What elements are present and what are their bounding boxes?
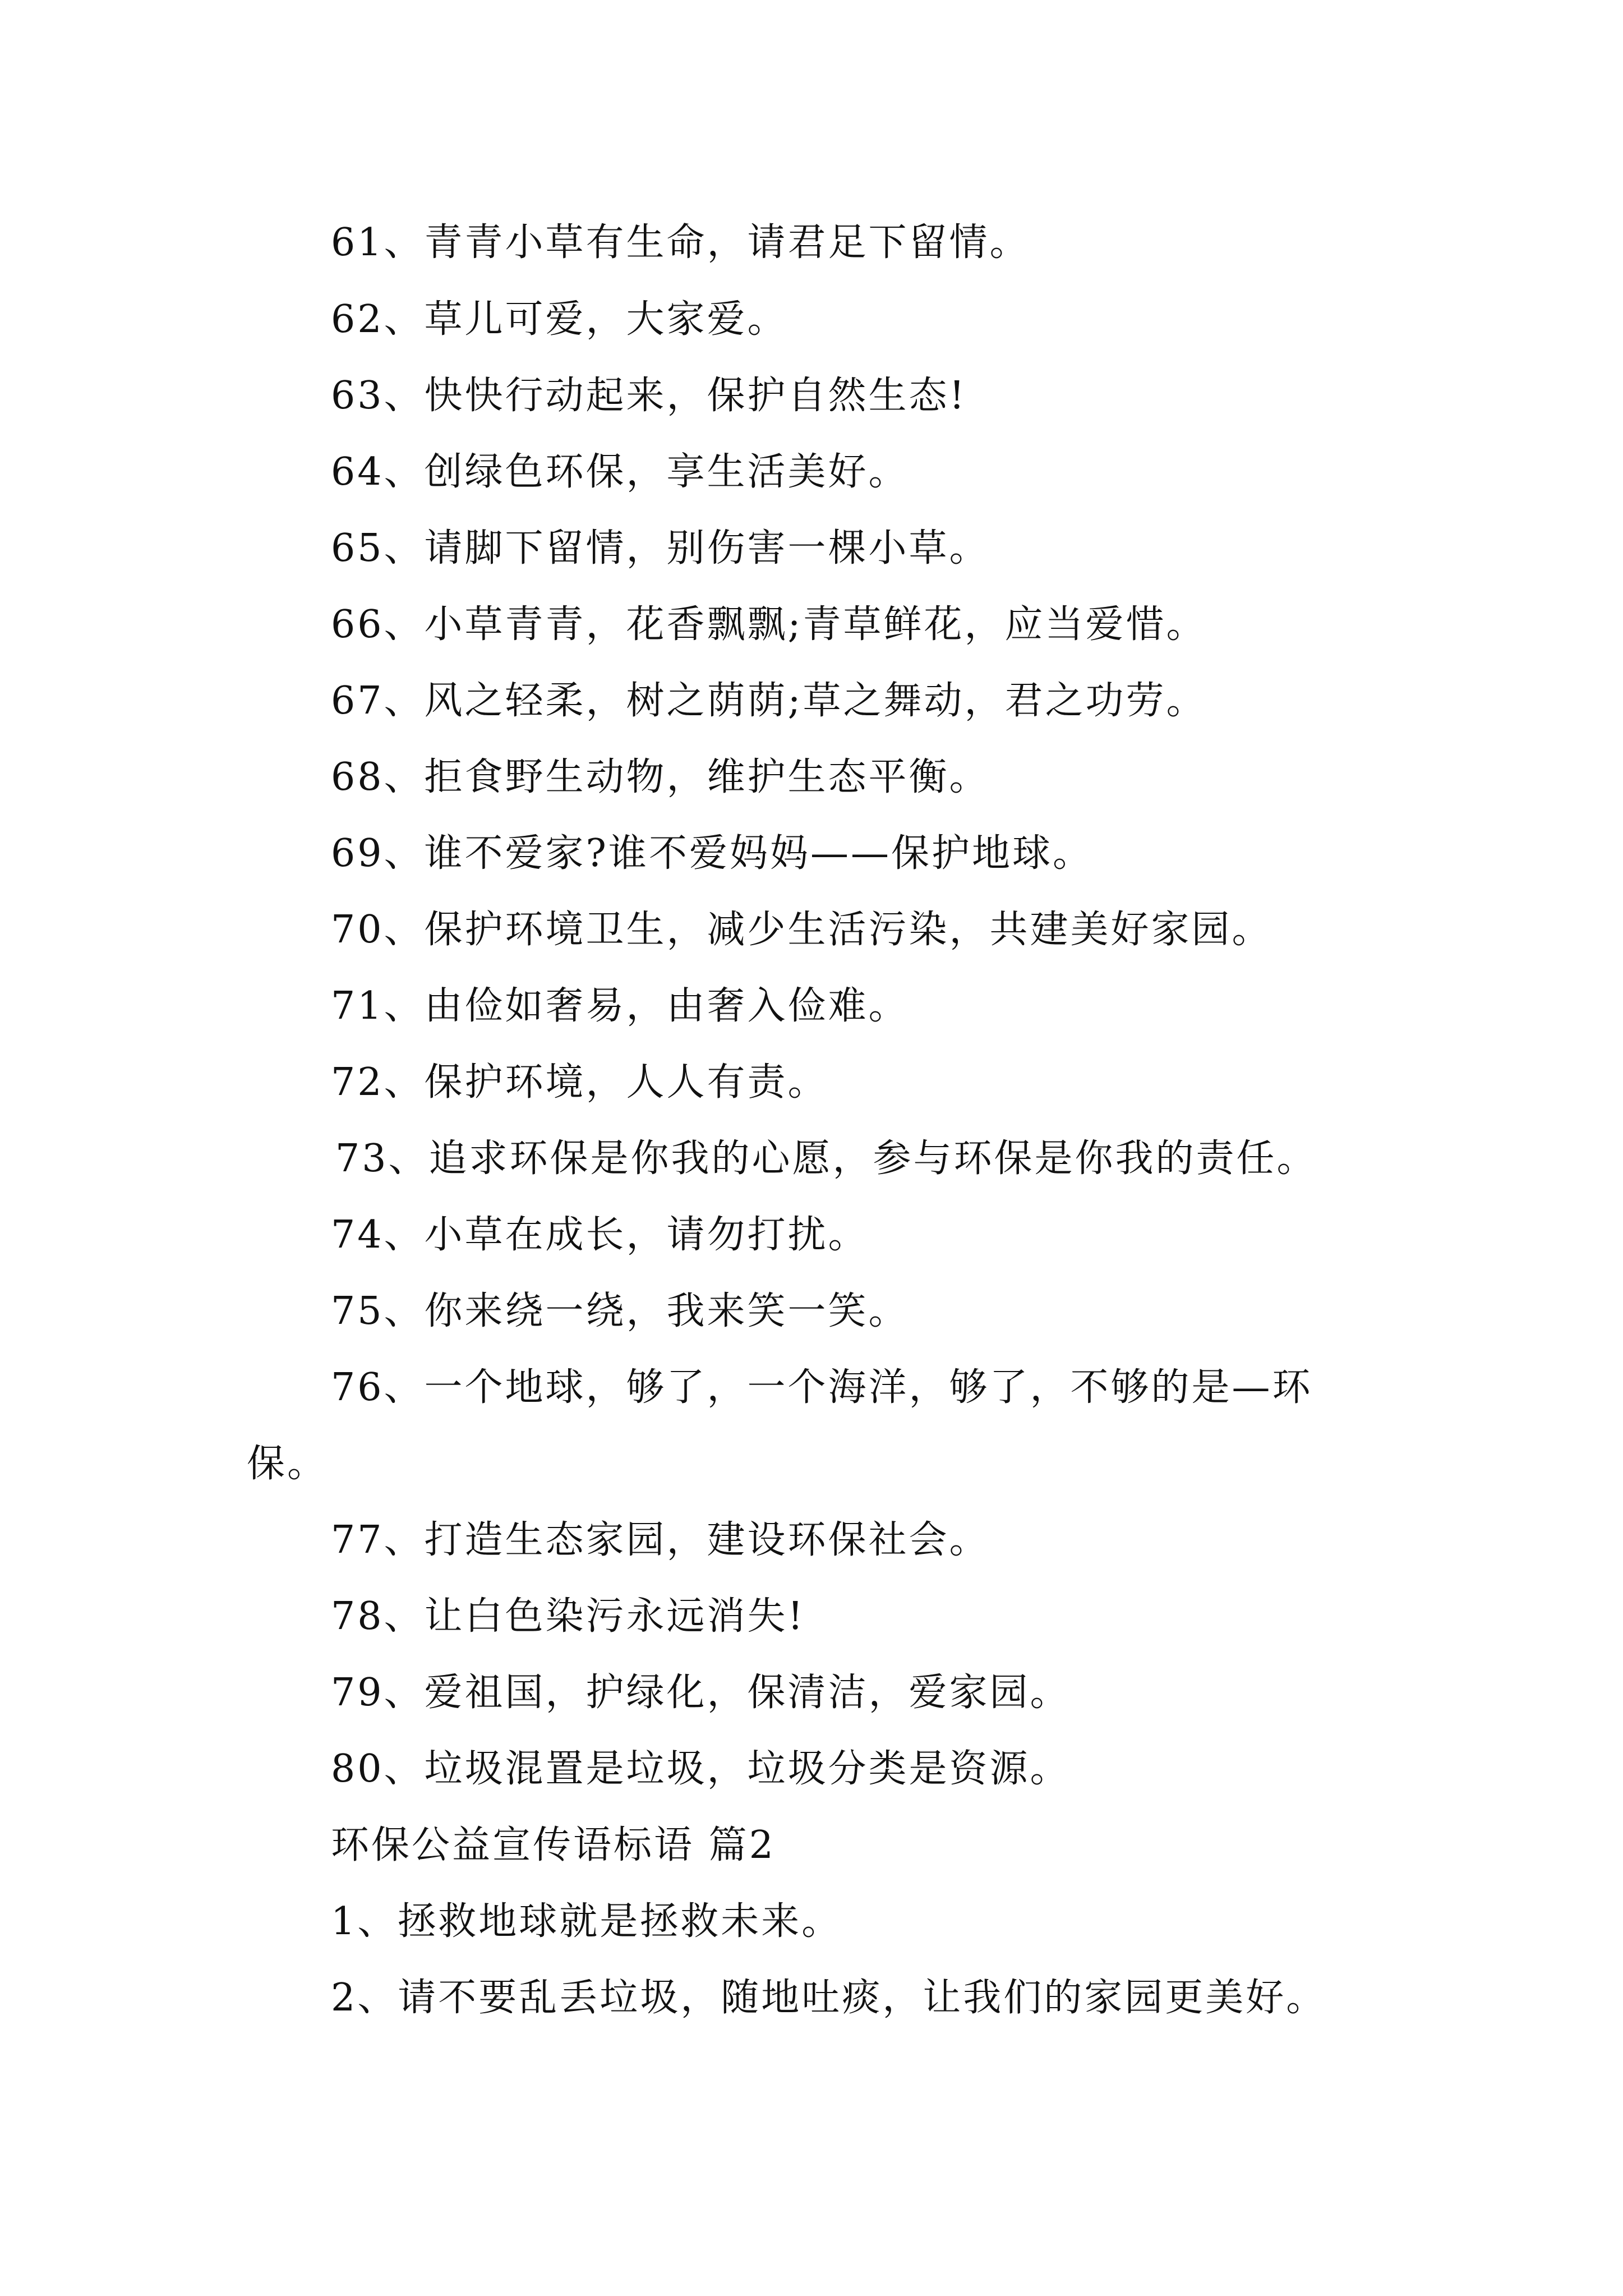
text-line-73: 73、追求环保是你我的心愿，参与环保是你我的责任。 bbox=[335, 1137, 1317, 1181]
text-line-75: 75、你来绕一绕，我来笑一笑。 bbox=[331, 1289, 909, 1333]
text-line-74: 74、小草在成长，请勿打扰。 bbox=[331, 1213, 869, 1257]
text-line-65: 65、请脚下留情，别伤害一棵小草。 bbox=[331, 526, 990, 570]
text-line-80: 80、垃圾混置是垃圾，垃圾分类是资源。 bbox=[331, 1747, 1071, 1791]
text-line-68: 68、拒食野生动物，维护生态平衡。 bbox=[331, 755, 990, 799]
text-line-61: 61、青青小草有生命，请君足下留情。 bbox=[331, 220, 1030, 265]
section-heading: 环保公益宣传语标语 篇2 bbox=[331, 1823, 776, 1867]
text-line-70: 70、保护环境卫生，减少生活污染，共建美好家园。 bbox=[331, 908, 1272, 952]
text-line-2: 2、请不要乱丢垃圾，随地吐痰，让我们的家园更美好。 bbox=[331, 1976, 1327, 2020]
text-line-76: 76、一个地球，够了，一个海洋，够了，不够的是—环 bbox=[331, 1365, 1313, 1410]
text-line-64: 64、创绿色环保，享生活美好。 bbox=[331, 450, 909, 494]
text-line-72: 72、保护环境，人人有责。 bbox=[331, 1060, 828, 1105]
text-line-78: 78、让白色染污永远消失! bbox=[331, 1594, 805, 1639]
text-line-69: 69、谁不爱家?谁不爱妈妈——保护地球。 bbox=[331, 831, 1093, 876]
text-line-66: 66、小草青青，花香飘飘;青草鲜花，应当爱惜。 bbox=[331, 602, 1207, 647]
text-line-77: 77、打造生态家园，建设环保社会。 bbox=[331, 1518, 990, 1562]
text-line-79: 79、爱祖国，护绿化，保清洁，爱家园。 bbox=[331, 1671, 1071, 1715]
text-line-67: 67、风之轻柔，树之荫荫;草之舞动，君之功劳。 bbox=[331, 679, 1207, 723]
text-line-76-continued: 保。 bbox=[247, 1442, 328, 1486]
text-line-71: 71、由俭如奢易，由奢入俭难。 bbox=[331, 984, 909, 1028]
text-line-1: 1、拯救地球就是拯救未来。 bbox=[331, 1899, 842, 1944]
text-line-63: 63、快快行动起来，保护自然生态! bbox=[331, 374, 967, 418]
text-line-62: 62、草儿可爱，大家爱。 bbox=[331, 297, 788, 342]
